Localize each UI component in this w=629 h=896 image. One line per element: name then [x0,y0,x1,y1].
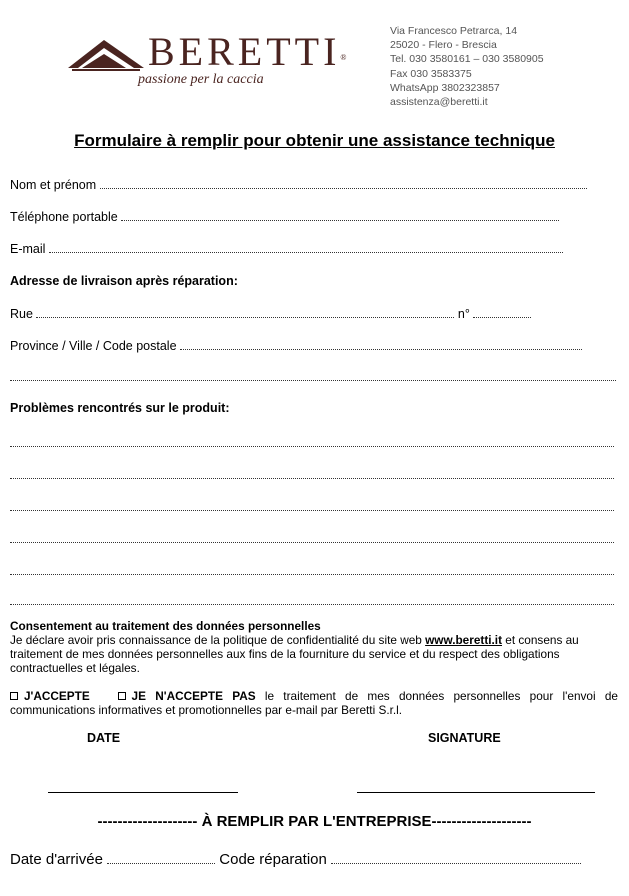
name-dotted-line[interactable] [100,177,587,189]
address-extra-line[interactable] [10,380,616,381]
page-title: Formulaire à remplir pour obtenir une assistance technique [74,131,555,150]
phone-dotted-line[interactable] [121,209,559,221]
phone-label: Téléphone portable [10,210,118,224]
city-field[interactable] [10,338,582,354]
company-section-title: -------------------- À REMPLIR PAR L'ENTREPRISE-------------------- [97,813,532,830]
email-field[interactable] [10,241,563,257]
name-label: Nom et prénom [10,178,97,192]
problem-line[interactable] [10,574,614,575]
city-dotted-line[interactable] [180,338,582,350]
company-fields [10,851,581,868]
consent-text: Je déclare avoir pris connaissance de la politique de confidentialité du site web [10,633,426,647]
number-dotted-line[interactable] [473,306,531,318]
beretti-logo [64,30,364,100]
problem-line[interactable] [10,510,614,511]
consent-section [10,619,616,675]
privacy-link[interactable]: www.beretti.it [425,633,503,647]
street-field[interactable] [10,306,531,322]
problem-line[interactable] [10,542,614,543]
repair-code-dotted-line[interactable] [331,851,581,864]
problem-line[interactable] [10,604,614,605]
address-line: assistenza@beretti.it [390,96,488,109]
address-line: Fax 030 3583375 [390,67,472,80]
problems-heading: Problèmes rencontrés sur le produit: [10,401,230,415]
name-field[interactable] [10,177,587,193]
signature-line[interactable] [357,792,595,793]
street-label: Rue [10,307,33,321]
accept-checkbox[interactable] [10,692,18,700]
accept-label: J'ACCEPTE [24,689,90,703]
arrival-label: Date d'arrivée [10,851,103,868]
city-label: Province / Ville / Code postale [10,339,177,353]
delivery-heading: Adresse de livraison après réparation: [10,274,238,288]
arrival-dotted-line[interactable] [107,851,215,864]
roof-icon [64,34,148,74]
number-label: n° [457,307,470,321]
marketing-consent [10,689,618,717]
decline-label: JE N'ACCEPTE PAS [131,689,256,703]
company-address [390,24,544,109]
date-line[interactable] [48,792,238,793]
address-line: Tel. 030 3580161 – 030 3580905 [390,53,544,66]
consent-title: Consentement au traitement des données personnelles [10,619,321,633]
problem-line[interactable] [10,478,614,479]
signature-label: SIGNATURE [428,731,501,745]
address-line: Via Francesco Petrarca, 14 [390,25,518,37]
date-label: DATE [87,731,121,745]
marketing-text: le traitement de mes données personnelles pour l'envoi de communications informatives et promotionnelles par e-mail par Beretti S.r.l. [10,689,618,717]
address-line: 25020 - Flero - Brescia [390,39,497,52]
problem-line[interactable] [10,446,614,447]
address-line: WhatsApp 3802323857 [390,81,500,94]
street-dotted-line[interactable] [36,306,454,318]
email-dotted-line[interactable] [49,241,563,253]
brand-tagline: passione per la caccia [138,72,264,87]
decline-checkbox[interactable] [118,692,126,700]
repair-code-label: Code réparation [219,851,327,868]
consent-text-end: et consens au traitement de mes données personnelles aux fins de la fourniture du service et du respect des obligations contractuelles et légales. [10,633,579,675]
brand-name: BERETTI® [148,29,347,74]
phone-field[interactable] [10,209,559,225]
email-label: E-mail [10,242,46,256]
